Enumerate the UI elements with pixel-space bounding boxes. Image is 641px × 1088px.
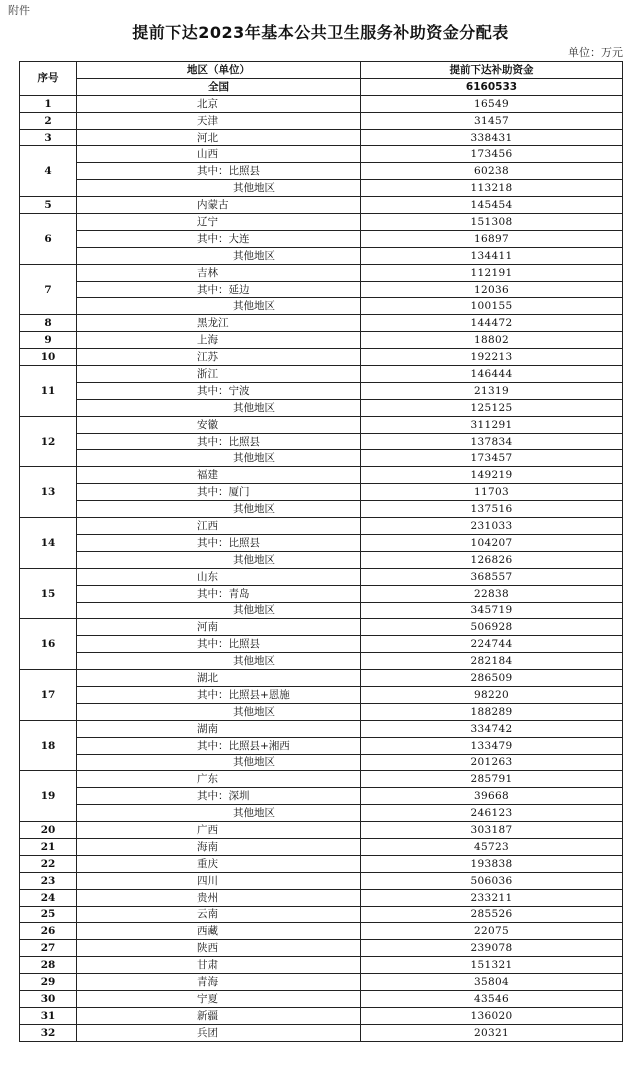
row-amount: 16549 (361, 95, 623, 112)
row-amount: 133479 (361, 737, 623, 754)
table-row (20, 585, 623, 602)
table-row (20, 366, 623, 383)
row-seq: 13 (20, 467, 77, 518)
table-row (20, 501, 623, 518)
table-row (20, 737, 623, 754)
row-seq: 25 (20, 906, 77, 923)
region-name: 西藏 (77, 923, 361, 940)
region-name: 河南 (77, 619, 361, 636)
region-sub-item: 其中：比照县+恩施 (77, 686, 361, 703)
row-seq: 1 (20, 95, 77, 112)
row-amount: 151308 (361, 214, 623, 231)
region-name: 黑龙江 (77, 315, 361, 332)
region-name: 江苏 (77, 349, 361, 366)
row-amount: 125125 (361, 399, 623, 416)
row-amount: 239078 (361, 940, 623, 957)
region-sub-item: 其中：比照县 (77, 534, 361, 551)
row-amount: 149219 (361, 467, 623, 484)
table-row (20, 838, 623, 855)
table-row (20, 534, 623, 551)
table-row (20, 906, 623, 923)
row-seq: 23 (20, 872, 77, 889)
row-seq: 29 (20, 974, 77, 991)
table-row (20, 923, 623, 940)
row-amount: 231033 (361, 518, 623, 535)
table-row (20, 247, 623, 264)
row-seq: 12 (20, 416, 77, 467)
region-sub-item: 其中：宁波 (77, 382, 361, 399)
table-row (20, 974, 623, 991)
region-name: 湖南 (77, 720, 361, 737)
row-amount: 285791 (361, 771, 623, 788)
row-seq: 31 (20, 1007, 77, 1024)
row-amount: 98220 (361, 686, 623, 703)
region-name: 上海 (77, 332, 361, 349)
region-name: 新疆 (77, 1007, 361, 1024)
table-row (20, 889, 623, 906)
row-amount: 11703 (361, 484, 623, 501)
table-row (20, 551, 623, 568)
row-amount: 136020 (361, 1007, 623, 1024)
table-row (20, 771, 623, 788)
region-name: 贵州 (77, 889, 361, 906)
row-seq: 15 (20, 568, 77, 619)
header-region: 地区（单位） (77, 62, 361, 79)
row-seq: 16 (20, 619, 77, 670)
region-name: 河北 (77, 129, 361, 146)
region-name: 陕西 (77, 940, 361, 957)
table-row (20, 467, 623, 484)
table-row (20, 382, 623, 399)
row-seq: 17 (20, 670, 77, 721)
row-seq: 8 (20, 315, 77, 332)
row-amount: 285526 (361, 906, 623, 923)
region-name: 吉林 (77, 264, 361, 281)
region-name: 浙江 (77, 366, 361, 383)
row-amount: 126826 (361, 551, 623, 568)
table-row (20, 720, 623, 737)
table-row (20, 703, 623, 720)
row-amount: 39668 (361, 788, 623, 805)
row-seq: 9 (20, 332, 77, 349)
region-name: 兵团 (77, 1024, 361, 1041)
table-row (20, 1007, 623, 1024)
annex-label: 附件 (8, 4, 30, 17)
region-other-areas: 其他地区 (77, 247, 361, 264)
table-row (20, 990, 623, 1007)
table-row (20, 484, 623, 501)
region-name: 四川 (77, 872, 361, 889)
table-row (20, 872, 623, 889)
region-name: 青海 (77, 974, 361, 991)
row-seq: 14 (20, 518, 77, 569)
region-name: 安徽 (77, 416, 361, 433)
table-row (20, 129, 623, 146)
row-seq: 18 (20, 720, 77, 771)
table-row (20, 1024, 623, 1041)
total-amount: 6160533 (361, 78, 623, 95)
row-amount: 21319 (361, 382, 623, 399)
region-name: 辽宁 (77, 214, 361, 231)
region-other-areas: 其他地区 (77, 602, 361, 619)
table-row (20, 264, 623, 281)
region-name: 甘肃 (77, 957, 361, 974)
region-name: 广东 (77, 771, 361, 788)
table-row (20, 399, 623, 416)
total-label: 全国 (77, 78, 361, 95)
table-row (20, 332, 623, 349)
table-row (20, 636, 623, 653)
table-row (20, 163, 623, 180)
table-row (20, 197, 623, 214)
table-row (20, 653, 623, 670)
table-row (20, 670, 623, 687)
region-sub-item: 其中：厦门 (77, 484, 361, 501)
row-amount: 193838 (361, 855, 623, 872)
region-name: 山东 (77, 568, 361, 585)
table-row (20, 568, 623, 585)
row-amount: 334742 (361, 720, 623, 737)
table-row (20, 214, 623, 231)
region-name: 福建 (77, 467, 361, 484)
region-name: 湖北 (77, 670, 361, 687)
row-seq: 21 (20, 838, 77, 855)
table-row (20, 788, 623, 805)
row-amount: 22838 (361, 585, 623, 602)
region-sub-item: 其中：比照县 (77, 433, 361, 450)
table-row (20, 450, 623, 467)
table-row (20, 619, 623, 636)
row-seq: 2 (20, 112, 77, 129)
table-row (20, 940, 623, 957)
row-amount: 134411 (361, 247, 623, 264)
table-row (20, 602, 623, 619)
region-name: 海南 (77, 838, 361, 855)
row-amount: 506036 (361, 872, 623, 889)
table-row (20, 805, 623, 822)
region-name: 内蒙古 (77, 197, 361, 214)
table-row (20, 180, 623, 197)
region-other-areas: 其他地区 (77, 180, 361, 197)
table-body (20, 95, 623, 1041)
table-row (20, 855, 623, 872)
table-row (20, 518, 623, 535)
header-seq: 序号 (20, 62, 77, 96)
allocation-table (19, 61, 623, 1042)
row-amount: 18802 (361, 332, 623, 349)
table-row (20, 95, 623, 112)
region-sub-item: 其中：比照县 (77, 163, 361, 180)
row-seq: 27 (20, 940, 77, 957)
row-seq: 22 (20, 855, 77, 872)
table-row (20, 754, 623, 771)
region-other-areas: 其他地区 (77, 551, 361, 568)
table-row (20, 315, 623, 332)
region-sub-item: 其中：青岛 (77, 585, 361, 602)
row-amount: 144472 (361, 315, 623, 332)
region-sub-item: 其中：比照县+湘西 (77, 737, 361, 754)
row-seq: 24 (20, 889, 77, 906)
region-other-areas: 其他地区 (77, 501, 361, 518)
table-row (20, 146, 623, 163)
row-seq: 32 (20, 1024, 77, 1041)
row-amount: 286509 (361, 670, 623, 687)
row-amount: 16897 (361, 230, 623, 247)
row-amount: 233211 (361, 889, 623, 906)
row-amount: 112191 (361, 264, 623, 281)
row-seq: 28 (20, 957, 77, 974)
page-title: 提前下达2023年基本公共卫生服务补助资金分配表 (132, 23, 509, 42)
region-name: 宁夏 (77, 990, 361, 1007)
row-amount: 282184 (361, 653, 623, 670)
row-amount: 45723 (361, 838, 623, 855)
row-amount: 246123 (361, 805, 623, 822)
row-seq: 10 (20, 349, 77, 366)
row-amount: 12036 (361, 281, 623, 298)
table-row (20, 416, 623, 433)
unit-label: 单位：万元 (568, 46, 623, 59)
row-seq: 6 (20, 214, 77, 265)
table-row (20, 281, 623, 298)
row-amount: 368557 (361, 568, 623, 585)
table-row (20, 957, 623, 974)
region-sub-item: 其中：大连 (77, 230, 361, 247)
row-amount: 137834 (361, 433, 623, 450)
region-sub-item: 其中：比照县 (77, 636, 361, 653)
region-name: 天津 (77, 112, 361, 129)
row-amount: 345719 (361, 602, 623, 619)
header-amount: 提前下达补助资金 (361, 62, 623, 79)
row-amount: 303187 (361, 822, 623, 839)
region-other-areas: 其他地区 (77, 298, 361, 315)
row-seq: 11 (20, 366, 77, 417)
row-seq: 26 (20, 923, 77, 940)
table-row (20, 686, 623, 703)
row-amount: 60238 (361, 163, 623, 180)
row-amount: 151321 (361, 957, 623, 974)
row-amount: 224744 (361, 636, 623, 653)
row-amount: 22075 (361, 923, 623, 940)
region-other-areas: 其他地区 (77, 703, 361, 720)
region-sub-item: 其中：延边 (77, 281, 361, 298)
region-other-areas: 其他地区 (77, 450, 361, 467)
table-row (20, 349, 623, 366)
row-amount: 31457 (361, 112, 623, 129)
table-row (20, 112, 623, 129)
row-amount: 20321 (361, 1024, 623, 1041)
row-amount: 145454 (361, 197, 623, 214)
region-name: 广西 (77, 822, 361, 839)
row-seq: 4 (20, 146, 77, 197)
row-amount: 173456 (361, 146, 623, 163)
region-other-areas: 其他地区 (77, 805, 361, 822)
row-amount: 104207 (361, 534, 623, 551)
row-amount: 146444 (361, 366, 623, 383)
region-other-areas: 其他地区 (77, 399, 361, 416)
row-amount: 201263 (361, 754, 623, 771)
row-amount: 192213 (361, 349, 623, 366)
row-amount: 311291 (361, 416, 623, 433)
region-other-areas: 其他地区 (77, 754, 361, 771)
row-seq: 19 (20, 771, 77, 822)
region-name: 重庆 (77, 855, 361, 872)
row-amount: 188289 (361, 703, 623, 720)
row-amount: 137516 (361, 501, 623, 518)
row-seq: 20 (20, 822, 77, 839)
row-seq: 3 (20, 129, 77, 146)
table-row (20, 822, 623, 839)
row-amount: 506928 (361, 619, 623, 636)
table-row (20, 433, 623, 450)
region-sub-item: 其中：深圳 (77, 788, 361, 805)
table-row (20, 298, 623, 315)
row-seq: 5 (20, 197, 77, 214)
row-seq: 7 (20, 264, 77, 315)
table-row (20, 230, 623, 247)
region-name: 北京 (77, 95, 361, 112)
region-name: 云南 (77, 906, 361, 923)
region-name: 江西 (77, 518, 361, 535)
region-name: 山西 (77, 146, 361, 163)
region-other-areas: 其他地区 (77, 653, 361, 670)
row-amount: 43546 (361, 990, 623, 1007)
row-amount: 35804 (361, 974, 623, 991)
row-amount: 113218 (361, 180, 623, 197)
row-amount: 338431 (361, 129, 623, 146)
row-amount: 173457 (361, 450, 623, 467)
row-amount: 100155 (361, 298, 623, 315)
row-seq: 30 (20, 990, 77, 1007)
